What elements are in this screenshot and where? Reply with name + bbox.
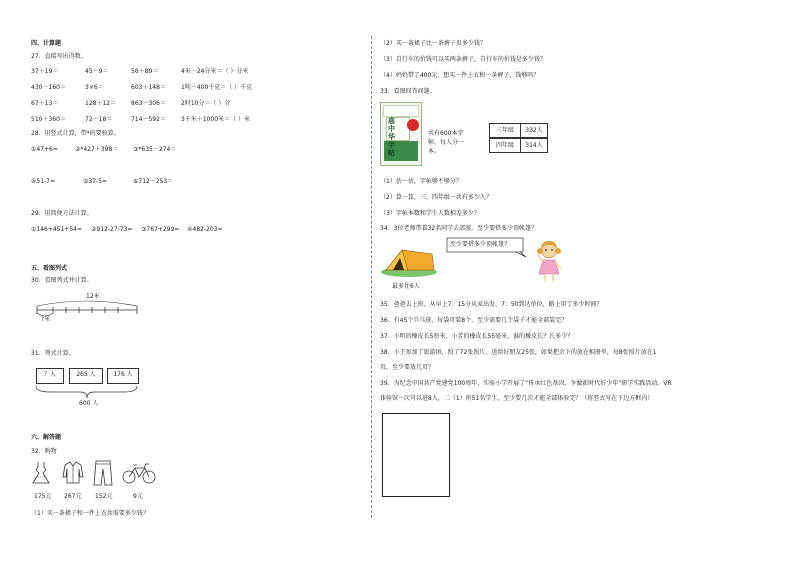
question-31: 31．列式计算。: [31, 350, 75, 357]
question-35: 35．爸爸去上班，从早上7：15分从家出发，7：50到达单位，路上用了多少时间？: [380, 301, 603, 308]
calc-item: 3×6＝: [85, 84, 104, 91]
question-30: 30．看图列式并计算。: [31, 277, 93, 284]
question-38-line1: 38．小王参加了旅游团，照了72张照片，送给好朋友25张，如果把余下的放在相册里，每8张照片放在1: [380, 349, 657, 356]
red-seal-icon: [407, 119, 419, 131]
line-total-label: 12米: [86, 293, 100, 300]
simple-calc-item: ③767+299=: [141, 226, 180, 233]
question-33: 33．看图回答问题。: [380, 88, 436, 95]
column-divider: [371, 36, 372, 518]
question-28: 28．用竖式计算，带*的要验算。: [31, 130, 120, 137]
vertical-calc-item: ④51-7=: [31, 178, 56, 185]
question-33-3: （3）字帖本数和学生人数相差多少？: [380, 210, 480, 217]
vertical-calc-item: ⑤37-5=: [83, 178, 108, 185]
question-27: 27．直接写出得数。: [31, 53, 87, 60]
calc-item: 72－18＝: [85, 116, 113, 123]
answer-box[interactable]: [382, 413, 450, 497]
question-38-line2: 页，至少要放几页？: [380, 364, 435, 371]
table-cell: 332人: [520, 123, 548, 138]
question-32-3: （3）自行车的价钱可以买两条裤子，自行车的价钱是多少钱？: [380, 56, 546, 63]
question-39-line2: 体验馆一次可以进8人，二（1）班51名学生，至少要几次才能全部体验完？（将竖式写在下边方框内）: [380, 395, 654, 402]
girl-icon: [535, 240, 563, 284]
table-cell: 314人: [520, 138, 548, 153]
simple-calc-item: ②912-27-73=: [91, 226, 133, 233]
simple-calc-item: ①146+451+54=: [31, 226, 82, 233]
book-title: 庙中华字帖: [388, 117, 395, 157]
calc-item: 714－592＝: [131, 116, 166, 123]
bicycle-icon: [122, 461, 156, 485]
pants-price: 152元: [95, 493, 113, 500]
vertical-calc-item: ⑥712－253＝: [133, 178, 174, 185]
tent-icon: [380, 244, 438, 278]
question-32: 32．购物: [31, 448, 57, 455]
pants-icon: [93, 460, 113, 486]
calc-item: 37＋19＝: [31, 68, 59, 75]
calc-item: 128＋12＝: [85, 100, 117, 107]
value-box: 176 人: [107, 368, 139, 384]
calc-item: 863－306＝: [131, 100, 166, 107]
calc-item: 510＋360＝: [31, 116, 66, 123]
dress-icon: [30, 461, 52, 485]
speech-bubble-text: 至少要搭多少顶帐篷？: [450, 241, 511, 248]
calc-item: 4米－24分米＝（ ）分米: [181, 68, 249, 75]
section-5-title: 五、看图列式: [31, 265, 68, 272]
coat-icon: [62, 461, 84, 485]
table-cell: 三年级: [489, 123, 521, 138]
vertical-calc-item: ①47+6=: [31, 146, 58, 153]
question-33-1: （1）估一估，字帖够不够分？: [380, 178, 462, 185]
question-32-4: （4）妈妈带了400元，想买一件上衣和一条裤子，钱够吗？: [380, 72, 540, 79]
calc-item: 430－160＝: [31, 84, 66, 91]
calc-item: 67＋13＝: [31, 100, 59, 107]
calc-item: 603＋148＝: [131, 84, 166, 91]
question-33-2: （2）算一算，三、四年级一共有多少人？: [380, 194, 492, 201]
unknown-box: ？人: [36, 368, 64, 384]
question-29: 29．用简便方法计算。: [31, 210, 93, 217]
table-cell: 四年级: [489, 138, 521, 153]
simple-calc-item: ④482-203=: [187, 226, 223, 233]
vertical-calc-item: ③*635－274＝: [133, 146, 177, 153]
tent-caption: 最多住6人: [392, 283, 420, 290]
coat-price: 267元: [64, 493, 82, 500]
question-32-1: （1）买一条裙子和一件上衣共需要多少钱？: [31, 510, 149, 517]
bicycle-price: 9元: [133, 493, 143, 500]
question-36: 36．有45个乒乓球，每袋可装8个，至少需要几个袋子才能全部装完？: [380, 317, 568, 324]
calc-item: 3千米＋1000米＝（ ）米: [181, 116, 250, 123]
section-6-title: 六、解答题: [31, 434, 62, 441]
vertical-calc-item: ②*427＋398＝: [75, 146, 119, 153]
section-4-title: 四、计算题: [31, 40, 62, 47]
question-32-2: （2）买一条裙子比一条裤子贵多少钱？: [380, 40, 486, 47]
calc-item: 2时10分＝（ ）分: [181, 100, 231, 107]
calc-item: 45－9＝: [85, 68, 109, 75]
brace-total-label: 600 人: [79, 400, 99, 407]
question-37: 37．小明的橡皮长5厘米，小芳的橡皮长55毫米，谁的橡皮长？长多少？: [380, 333, 574, 340]
question-39-line1: 39．为纪念中国共产党建党100周年，实验小学开展了“传承红色基因，争做新时代好少年”研学实践活动。VR: [380, 380, 672, 387]
value-box: 265 人: [69, 368, 103, 384]
calc-item: 56＋89＝: [131, 68, 159, 75]
line-part-label: ?米: [41, 316, 51, 323]
calc-item: 1吨－400千克＝（ ）千克: [181, 84, 253, 91]
dress-price: 175元: [34, 493, 52, 500]
question-34: 34．3位老师带着32名同学去郊游，至少要搭多少顶帐篷？: [380, 225, 538, 232]
book-note: 共有600本字帖，每人分一本。: [428, 130, 465, 155]
copybook-image: [380, 102, 422, 166]
